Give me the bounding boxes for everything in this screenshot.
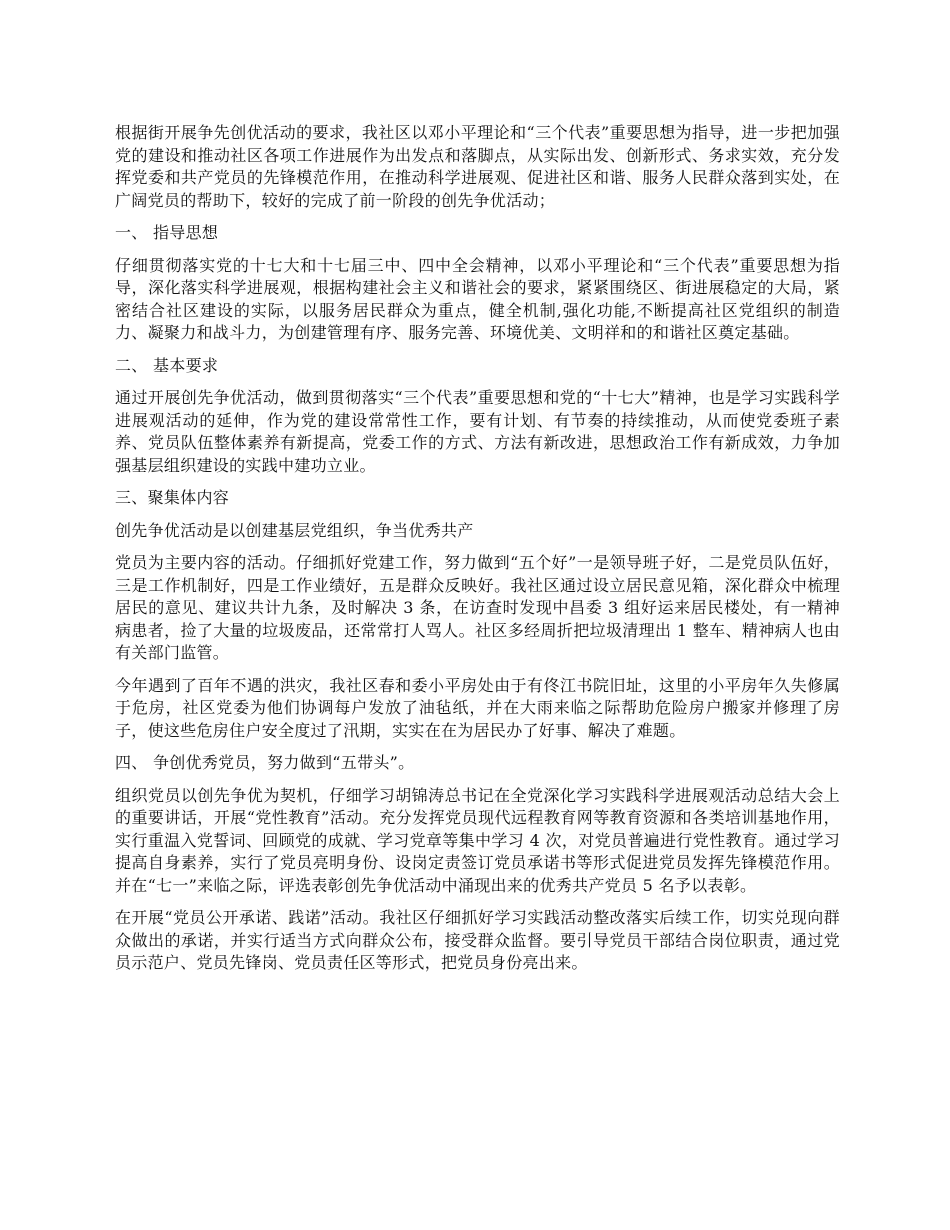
- guiding-thought-paragraph: 仔细贯彻落实党的十七大和十七届三中、四中全会精神，以邓小平理论和“三个代表”重要思想为指导，深化落实科学进展观，根据构建社会主义和谐社会的要求，紧紧围绕区、街进展稳定的大局，紧密结合社区建设的实际，以服务居民群众为重点，健全机制,强化功能,不断提高社区党组织的制造力、凝聚力和战斗力，为创建管理有序、服务完善、环境优美、文明祥和的和谐社区奠定基础。: [115, 255, 840, 342]
- flood-relief-paragraph: 今年遇到了百年不遇的洪灾，我社区春和委小平房处由于有佟江书院旧址，这里的小平房年久失修属于危房，社区党委为他们协调每户发放了油毡纸，并在大雨来临之际帮助危险房户搬家并修理了房子，使这些危房住户安全度过了汛期，实实在在为居民办了好事、解决了难题。: [115, 675, 840, 740]
- party-education-paragraph: 组织党员以创先争优为契机，仔细学习胡锦涛总书记在全党深化学习实践科学进展观活动总结大会上的重要讲话，开展“党性教育”活动。充分发挥党员现代远程教育网等教育资源和各类培训基地作用，实行重温入党誓词、回顾党的成就、学习党章等集中学习 4 次，对党员普遍进行党性教育。通过学习提高自身素养，实行了党员亮明身份、设岗定责签订党员承诺书等形式促进党员发挥先锋模范作用。并在“七一”来临之际，评选表彰创先争优活动中涌现出来的优秀共产党员 5 名予以表彰。: [115, 785, 840, 895]
- public-commitment-paragraph: 在开展“党员公开承诺、践诺”活动。我社区仔细抓好学习实践活动整改落实后续工作，切实兑现向群众做出的承诺，并实行适当方式向群众公布，接受群众监督。要引导党员干部结合岗位职责，通过党员示范户、党员先锋岗、党员责任区等形式，把党员身份亮出来。: [115, 908, 840, 972]
- five-goods-paragraph: 党员为主要内容的活动。仔细抓好党建工作，努力做到“五个好”一是领导班子好，二是党员队伍好，三是工作机制好，四是工作业绩好，五是群众反映好。我社区通过设立居民意见箱，深化群众中梳理居民的意见、建议共计九条，及时解决 3 条，在访查时发现中昌委 3 组好运来居民楼处，有一精神病患者，捡了大量的垃圾废品，还常常打人骂人。社区多经周折把垃圾清理出 1 整车、精神病人也由有关部门监管。: [115, 553, 840, 662]
- content-intro-paragraph: 创先争优活动是以创建基层党组织，争当优秀共产: [115, 520, 474, 540]
- section-heading-basic-requirements: 二、 基本要求: [115, 355, 219, 375]
- intro-paragraph: 根据街开展争先创优活动的要求，我社区以邓小平理论和“三个代表”重要思想为指导，进一步把加强党的建设和推动社区各项工作进展作为出发点和落脚点，从实际出发、创新形式、务求实效，充分发挥党委和共产党员的先锋模范作用，在推动科学进展观、促进社区和谐、服务人民群众落到实处，在广阔党员的帮助下，较好的完成了前一阶段的创先争优活动；: [115, 123, 840, 210]
- section-heading-excellent-members: 四、 争创优秀党员，努力做到“五带头”。: [115, 753, 415, 772]
- section-heading-guiding-thought: 一、 指导思想: [115, 223, 219, 242]
- document-body: [115, 122, 840, 985]
- basic-requirements-paragraph: 通过开展创先争优活动，做到贯彻落实“三个代表”重要思想和党的“十七大”精神，也是学习实践科学进展观活动的延伸，作为党的建设常常性工作，要有计划、有节奏的持续推动，从而使党委班子素养、党员队伍整体素养有新提高，党委工作的方式、方法有新改进，思想政治工作有新成效，力争加强基层组织建设的实践中建功立业。: [115, 388, 840, 475]
- section-heading-content: 三、聚集体内容: [115, 488, 230, 507]
